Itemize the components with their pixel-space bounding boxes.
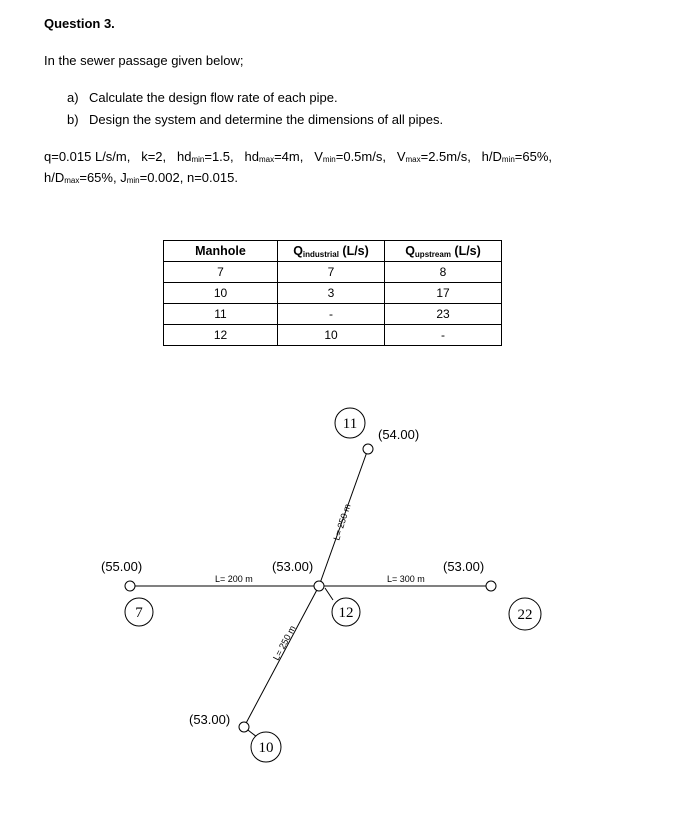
param-n: n=0.015. xyxy=(186,170,238,185)
pipe-11-12-length: L= 250 m xyxy=(331,502,353,542)
param-hd-max: $h/D_{max}=65\%$, xyxy=(44,170,117,185)
task-a-label: a) xyxy=(67,90,79,105)
param-vmax: $V_{max}=2.5m/s$, xyxy=(396,149,471,164)
question-title: Question 3. xyxy=(44,16,115,31)
cell-manhole: 7 xyxy=(164,262,278,283)
cell-manhole: 12 xyxy=(164,325,278,346)
manhole-7-node xyxy=(125,581,135,591)
cell-q-industrial: 3 xyxy=(278,283,385,304)
cell-q-industrial: 7 xyxy=(278,262,385,283)
manhole-12-id: 12 xyxy=(338,605,354,621)
param-jmin: $J_{min}=0.002$, xyxy=(120,170,184,185)
cell-q-upstream: 23 xyxy=(385,304,502,325)
cell-q-industrial: 10 xyxy=(278,325,385,346)
manhole-11-node xyxy=(363,444,373,454)
manhole-22-id: 22 xyxy=(517,607,533,623)
cell-manhole: 11 xyxy=(164,304,278,325)
manhole-10-elevation: (53.00) xyxy=(189,712,231,727)
manhole-10-node xyxy=(239,722,249,732)
pipe-7-12-length: L= 200 m xyxy=(215,574,253,584)
param-hdmax: $hd_{max}=4m$, xyxy=(244,149,304,164)
header-manhole: Manhole xyxy=(164,241,278,262)
cell-q-upstream: - xyxy=(385,325,502,346)
manhole-11-elevation: (54.00) xyxy=(378,427,420,442)
param-hdmin: $hd_{min}=1.5$, xyxy=(177,149,234,164)
param-hd-min: $h/D_{min}=65\%$, xyxy=(481,149,553,164)
cell-q-industrial: - xyxy=(278,304,385,325)
task-b-text: Design the system and determine the dimensions of all pipes. xyxy=(89,112,444,127)
param-vmin: $V_{min}=0.5m/s$, xyxy=(314,149,386,164)
manhole-7-id: 7 xyxy=(135,605,143,621)
header-q-industrial: $Q_{industrial}$ (L/s) xyxy=(278,241,385,262)
pipe-12-22-length: L= 300 m xyxy=(387,574,425,584)
manhole-10-id: 10 xyxy=(258,740,274,756)
manhole-12-node xyxy=(314,581,324,591)
header-q-upstream: $Q_{upstream}$ (L/s) xyxy=(385,241,502,262)
manhole-22-node xyxy=(486,581,496,591)
question-intro: In the sewer passage given below; xyxy=(44,53,244,68)
cell-q-upstream: 17 xyxy=(385,283,502,304)
manhole-22-elevation: (53.00) xyxy=(443,559,485,574)
leader-12 xyxy=(325,588,333,600)
task-b-label: b) xyxy=(67,112,79,127)
manhole-12-elevation: (53.00) xyxy=(272,559,314,574)
param-q: q=0.015 L/s/m, xyxy=(44,149,131,164)
task-a-text: Calculate the design flow rate of each pipe. xyxy=(89,90,338,105)
manhole-7-elevation: (55.00) xyxy=(101,559,143,574)
pipe-12-10-length: L= 250 m xyxy=(270,623,298,662)
manhole-11-id: 11 xyxy=(342,416,358,432)
cell-manhole: 10 xyxy=(164,283,278,304)
param-k: k=2, xyxy=(141,149,167,164)
cell-q-upstream: 8 xyxy=(385,262,502,283)
